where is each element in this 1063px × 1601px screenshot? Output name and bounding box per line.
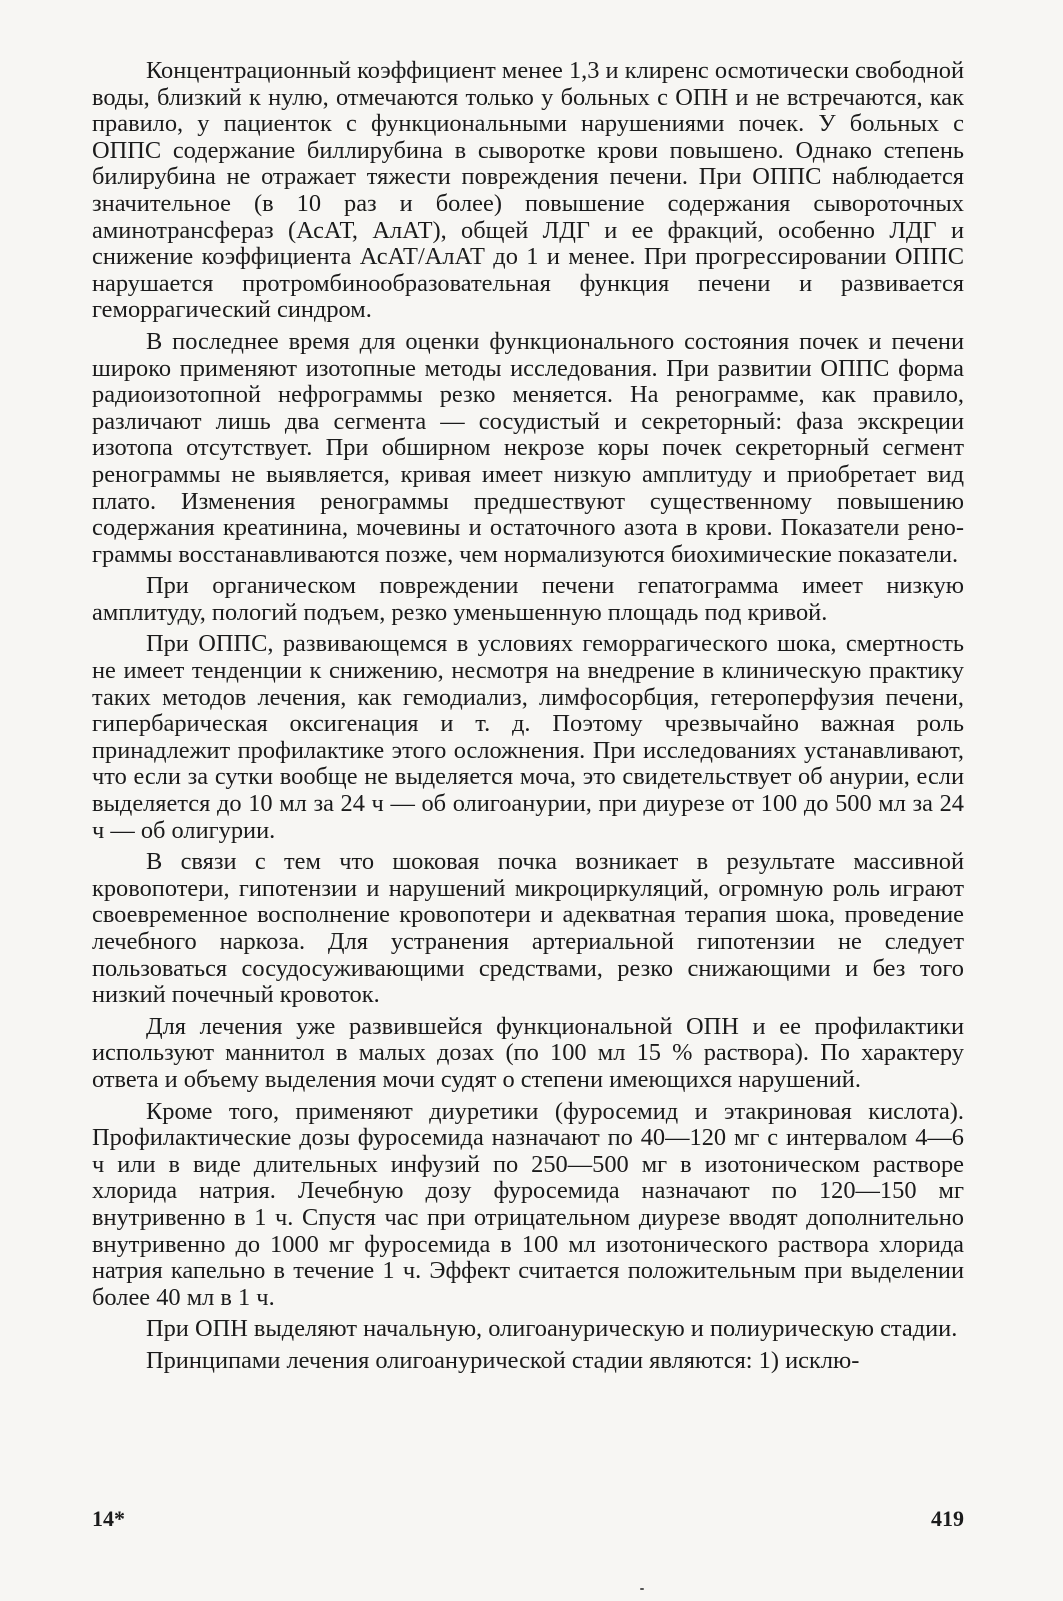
page-number: 419 (931, 1506, 964, 1531)
paragraph-1: Концентрационный коэффициент менее 1,3 и клиренс осмотически свободной воды, близкий к нулю, отмечаются только у больных с ОПН и не встречаются, как правило, у пациенток с функциональными нарушениями почек. У больных с ОППС содержание биллирубина в сыворотке крови повышено. Однако степень билирубина не отражает тяжести повреждения печени. При ОППС наблюдается значительное (в 10 раз и более) повышение содержания сывороточных аминотрансфераз (АсАТ, АлАТ), общей ЛДГ и ее фракций, особенно ЛДГ и снижение коэффициента АсАТ/АлАТ до 1 и менее. При прогрессировании ОППС нарушается протромбинообразовательная функция печени и развивается геморрагический синдром. (92, 57, 964, 324)
page-body (92, 58, 964, 1375)
paragraph-2: В последнее время для оценки функционального состояния почек и печени широко применяют изотопные методы исследования. При развитии ОППС форма радиоизотопной нефрограммы резко меняется. На ренограмме, как правило, различают лишь два сегмента — сосудистый и секреторный: фаза экскреции изотопа отсутствует. При обширном некрозе коры почек секреторный сегмент ренограммы не выявляется, кривая имеет низкую амплитуду и приобретает вид плато. Изменения ренограммы предшествуют существенному повышению содержания креатинина, мочевины и остаточного азота в крови. Показатели ренограммы восстанавливаются позже, чем нормализуются биохимические показатели. (92, 327, 964, 568)
paragraph-4: При ОППС, развивающемся в условиях геморрагического шока, смертность не имеет тенденции к снижению, несмотря на внедрение в клиническую практику таких методов лечения, как гемодиализ, лимфосорбция, гетероперфузия печени, гипербарическая оксигенация и т. д. Поэтому чрезвычайно важная роль принадлежит профилактике этого осложнения. При исследованиях устанавливают, что если за сутки вообще не выделяется моча, это свидетельствует об анурии, если выделяется до 10 мл за 24 ч — об олигоанурии, при диурезе от 100 до 500 мл за 24 ч — об олигурии. (92, 630, 964, 844)
paragraph-3: При органическом повреждении печени гепатограмма имеет низкую амплитуду, пологий подъем, резко уменьшенную площадь под кривой. (92, 572, 964, 626)
paragraph-5: В связи с тем что шоковая почка возникает в результате массивной кровопотери, гипотензии и нарушений микроциркуляций, огромную роль играют своевременное восполнение кровопотери и адекватная терапия шока, проведение лечебного наркоза. Для устранения артериальной гипотензии не следует пользоваться сосудосуживающими средствами, резко снижающими и без того низкий почечный кровоток. (92, 848, 964, 1009)
paragraph-8: При ОПН выделяют начальную, олигоанурическую и полиурическую стадии. (146, 1315, 958, 1343)
paragraph-7: Кроме того, применяют диуретики (фуросемид и этакриновая кислота). Профилактические дозы фуросемида назначают по 40—120 мг с интервалом 4—6 ч или в виде длительных инфузий по 250—500 мг в изотоническом растворе хлорида натрия. Лечебную дозу фуросемида назначают по 120—150 мг внутривенно в 1 ч. Спустя час при отрицательном диурезе вводят дополнительно внутривенно до 1000 мг фуросемида в 100 мл изотонического раствора хлорида натрия капельно в течение 1 ч. Эффект считается положительным при выделении более 40 мл в 1 ч. (92, 1097, 964, 1311)
paragraph-6: Для лечения уже развившейся функциональной ОПН и ее профилактики используют маннитол в малых дозах (по 100 мл 15 % раствора). По характеру ответа и объему выделения мочи судят о степени имеющихся нарушений. (92, 1012, 964, 1093)
print-speck (640, 1588, 644, 1590)
signature-mark: 14* (92, 1506, 125, 1531)
paragraph-9: Принципами лечения олигоанурической стадии являются: 1) исклю- (146, 1346, 860, 1374)
